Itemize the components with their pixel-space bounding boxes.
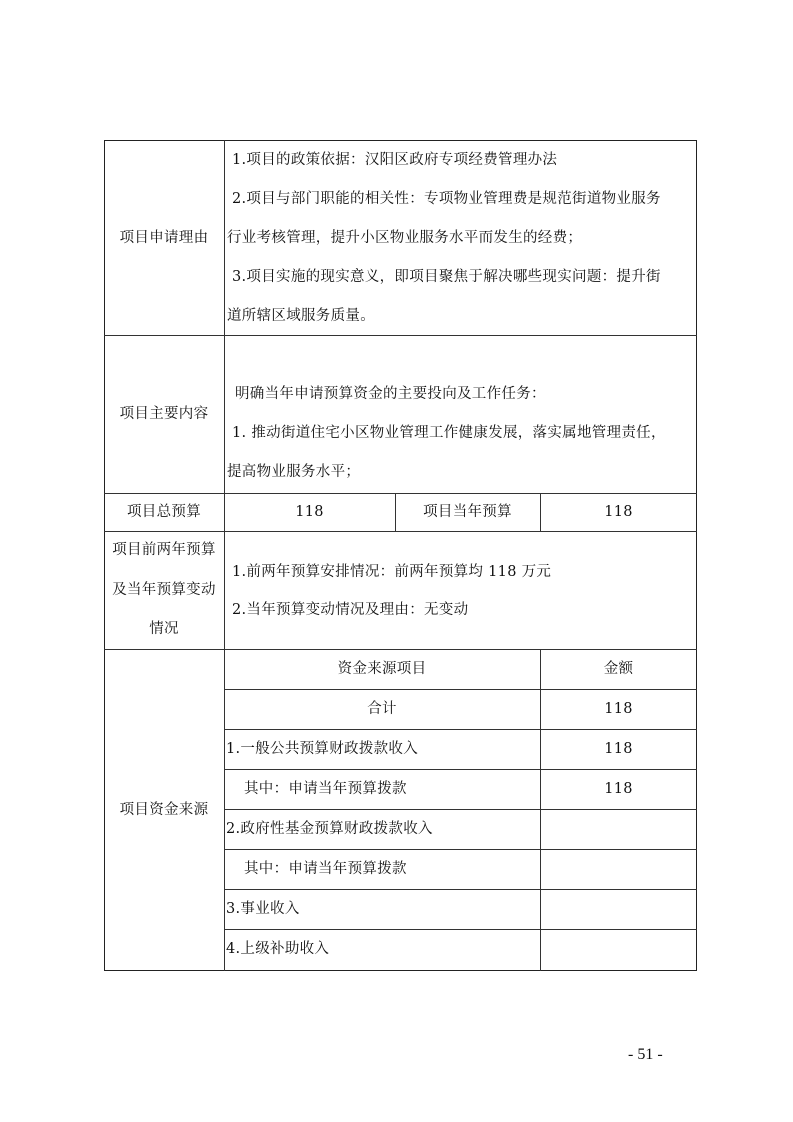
- row-divider: [104, 335, 697, 336]
- prior-label-line: 情况: [149, 621, 179, 637]
- content-line: 提高物业服务水平；: [227, 464, 361, 480]
- row-divider: [224, 729, 697, 730]
- content-line: 明确当年申请预算资金的主要投向及工作任务：: [235, 386, 546, 402]
- row-divider: [104, 531, 697, 532]
- row-divider: [224, 769, 697, 770]
- row-divider: [224, 809, 697, 810]
- funding-row-item: 2.政府性基金预算财政拨款收入: [226, 821, 433, 837]
- funding-row-item: 合计: [367, 701, 397, 717]
- content-label: 项目主要内容: [119, 406, 209, 422]
- funding-label: 项目资金来源: [119, 802, 209, 818]
- funding-row-item: 1.一般公共预算财政拨款收入: [226, 741, 419, 757]
- funding-row-item: 其中：申请当年预算拨款: [244, 781, 407, 797]
- reason-line: 行业考核管理，提升小区物业服务水平而发生的经费；: [227, 230, 583, 246]
- funding-row-amount: 118: [604, 701, 633, 717]
- funding-row-amount: 118: [604, 781, 633, 797]
- funding-header-item: 资金来源项目: [337, 661, 427, 677]
- column-divider: [224, 140, 225, 971]
- reason-line: 道所辖区域服务质量。: [227, 308, 375, 324]
- row-divider: [224, 689, 697, 690]
- column-divider: [540, 649, 541, 971]
- prior-label-line: 及当年预算变动: [112, 582, 216, 598]
- row-divider: [224, 889, 697, 890]
- row-divider: [104, 649, 697, 650]
- page-number: - 51 -: [628, 1046, 663, 1063]
- total-budget-label: 项目总预算: [127, 504, 201, 520]
- funding-header-amount: 金额: [603, 661, 634, 677]
- year-budget-value: 118: [604, 504, 633, 520]
- funding-row-item: 其中：申请当年预算拨款: [244, 861, 407, 877]
- content-line: 1. 推动街道住宅小区物业管理工作健康发展，落实属地管理责任，: [232, 425, 666, 441]
- prior-line: 1.前两年预算安排情况：前两年预算均 118 万元: [232, 564, 552, 580]
- reason-line: 1.项目的政策依据：汉阳区政府专项经费管理办法: [232, 152, 558, 168]
- total-budget-value: 118: [295, 504, 324, 520]
- reason-line: 2.项目与部门职能的相关性：专项物业管理费是规范街道物业服务: [232, 191, 661, 207]
- reason-line: 3.项目实施的现实意义，即项目聚焦于解决哪些现实问题：提升街: [232, 269, 661, 285]
- funding-row-amount: 118: [604, 741, 633, 757]
- row-divider: [224, 929, 697, 930]
- prior-line: 2.当年预算变动情况及理由：无变动: [232, 602, 469, 618]
- row-divider: [104, 493, 697, 494]
- reason-label: 项目申请理由: [119, 230, 209, 246]
- year-budget-label: 项目当年预算: [423, 504, 512, 520]
- funding-row-item: 3.事业收入: [226, 901, 300, 917]
- row-divider: [224, 849, 697, 850]
- prior-label-line: 项目前两年预算: [112, 542, 216, 558]
- funding-row-item: 4.上级补助收入: [226, 941, 330, 957]
